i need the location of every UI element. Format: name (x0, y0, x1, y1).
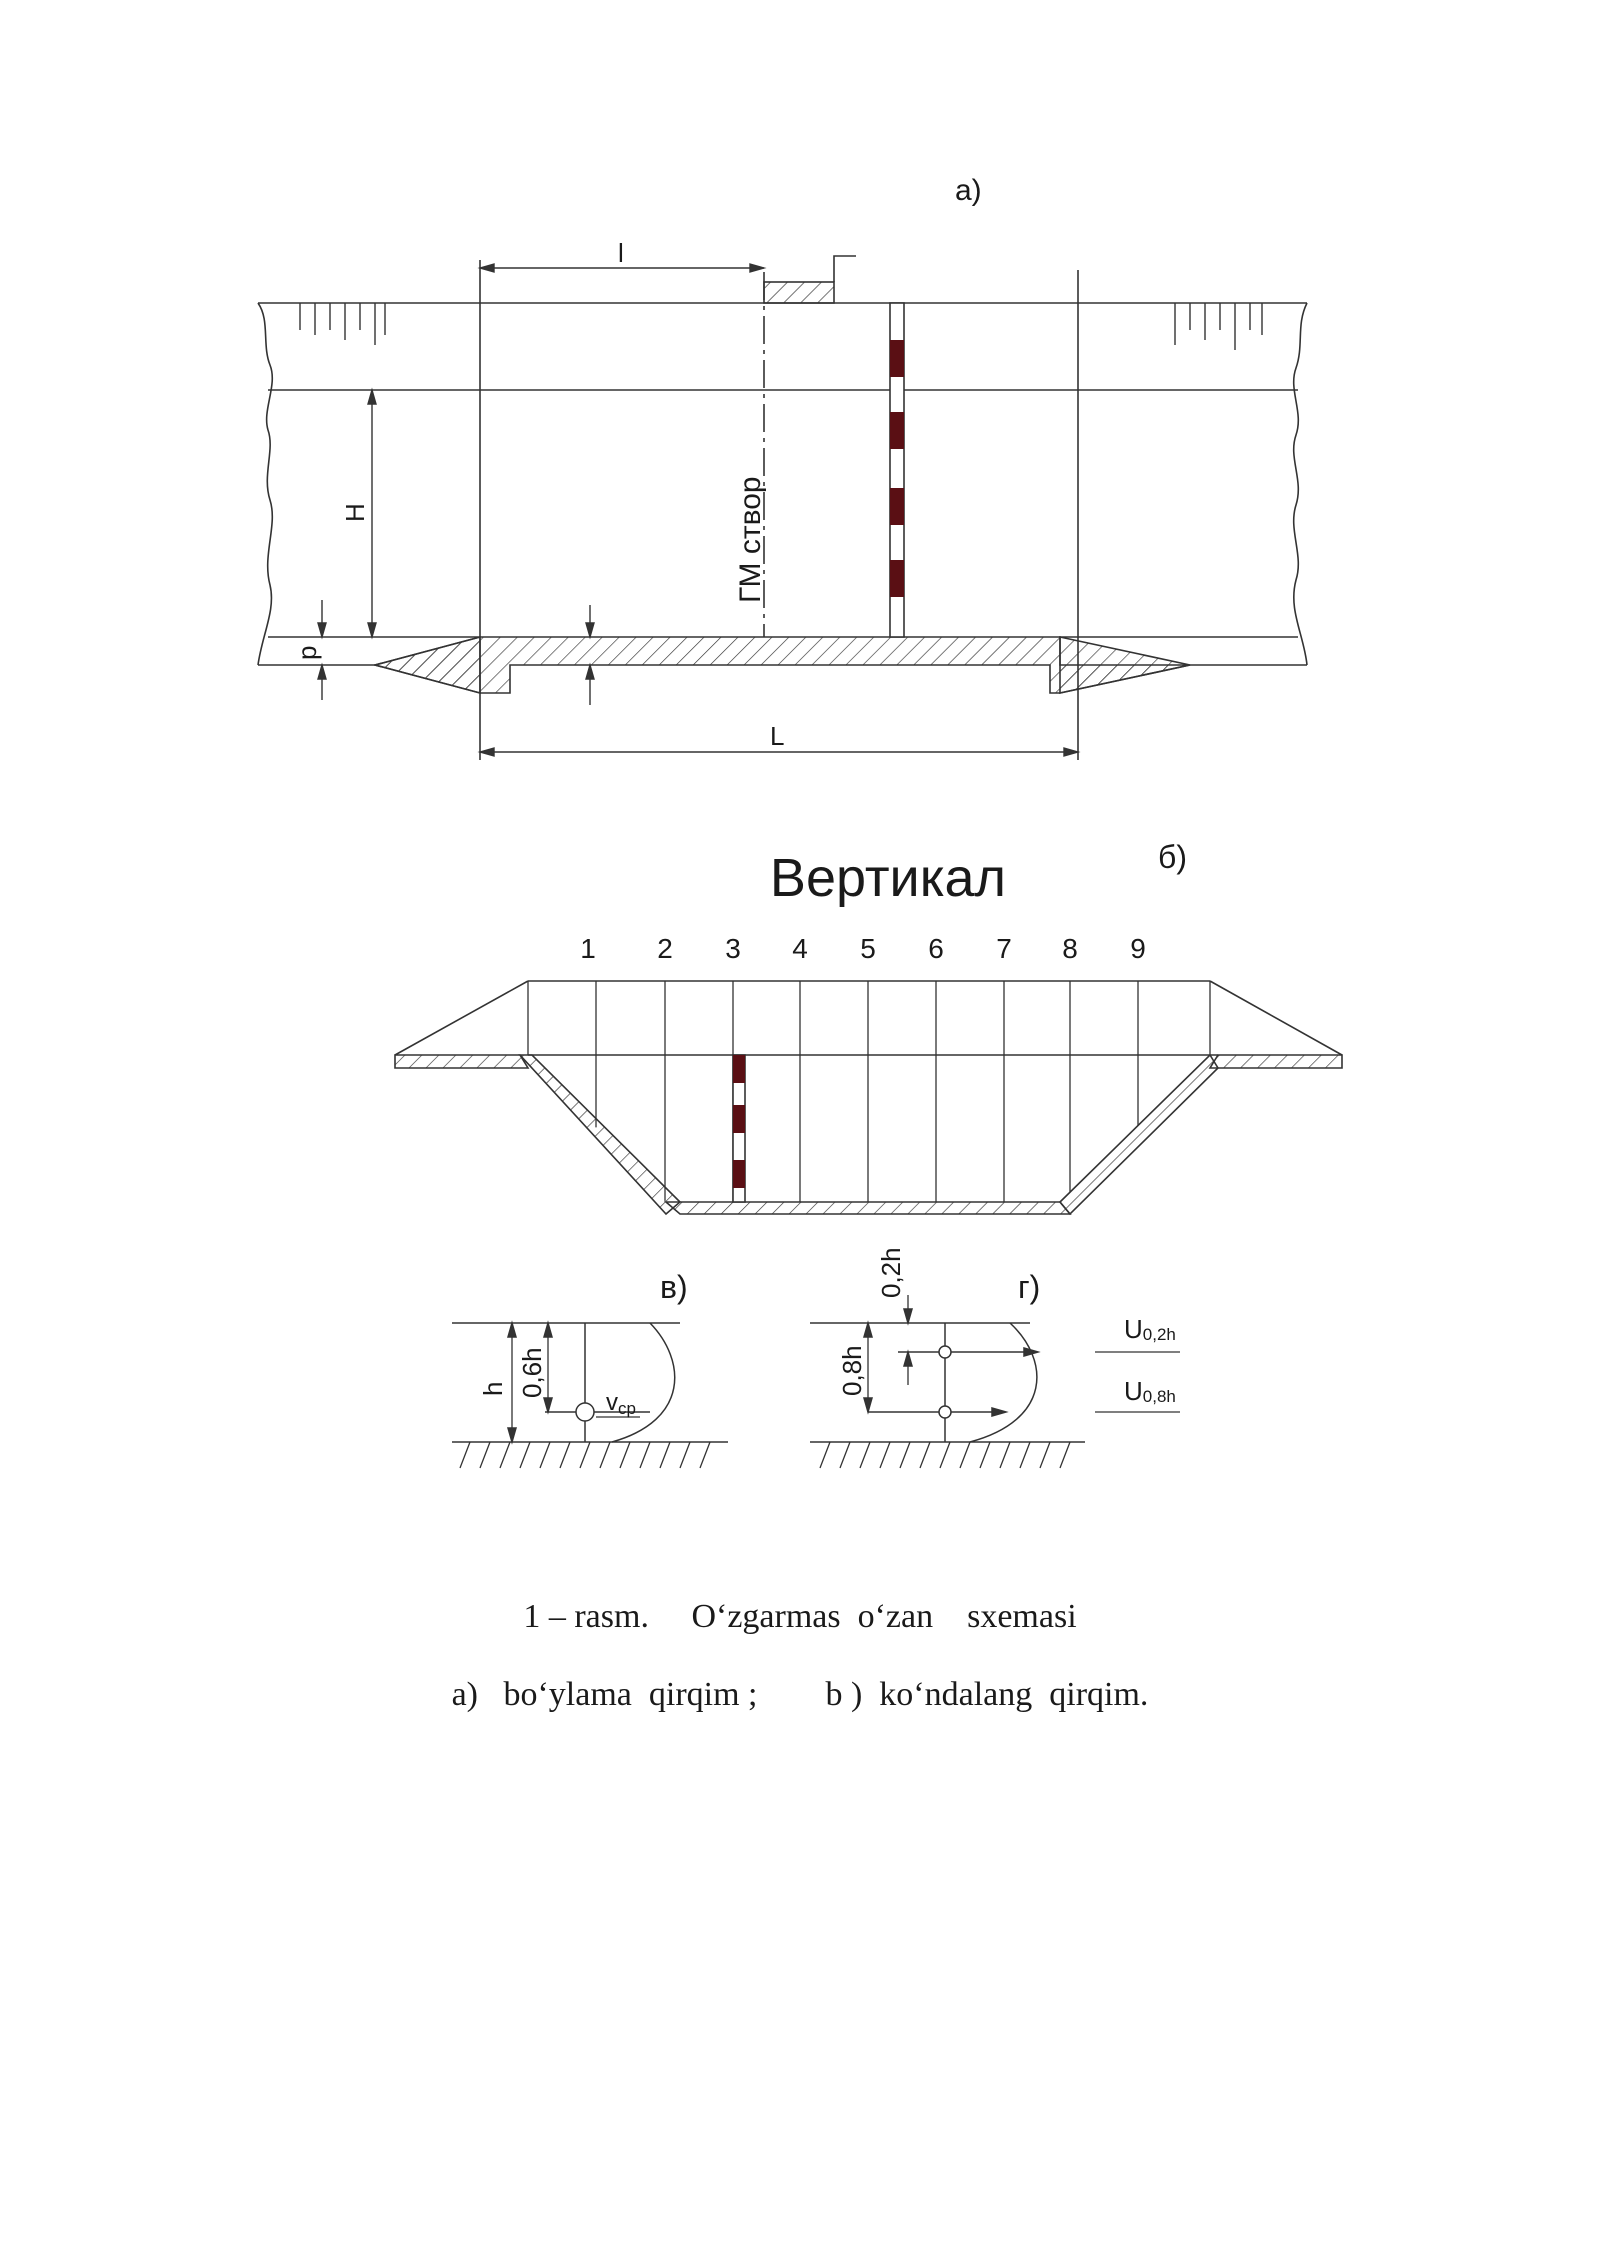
velocity-profile-g (970, 1323, 1037, 1442)
figure-caption-title: 1 – rasm. O‘zgarmas o‘zan sxemasi (523, 1598, 1077, 1635)
left-bank-lining (395, 1055, 528, 1068)
vertical-number-label: 5 (860, 933, 876, 964)
vertical-number-label: 9 (1130, 933, 1146, 964)
measurement-point-v (576, 1403, 594, 1421)
bank-ticks-right (1175, 303, 1262, 350)
velocity-profile-v (612, 1323, 675, 1442)
upper-measurement-point (939, 1346, 951, 1358)
cross-section-rod-marks (733, 1055, 745, 1188)
panel-b-label: б) (1158, 839, 1187, 875)
u-top-symbol: U (1124, 1314, 1143, 1344)
velocity-subscript: ср (618, 1399, 636, 1418)
panel-g-label: г) (1018, 1269, 1041, 1305)
longitudinal-section (258, 256, 1307, 760)
u-bottom-symbol: U (1124, 1376, 1143, 1406)
bottom-lining (666, 1202, 1070, 1214)
u-bottom-subscript: 0,8h (1142, 1387, 1176, 1406)
verticals-title: Вертикал (769, 848, 1007, 908)
vertical-number-label: 1 (580, 933, 596, 964)
u-top-subscript: 0,2h (1142, 1325, 1176, 1344)
u-bottom-label (1124, 1376, 1176, 1406)
right-cut-edge (1294, 303, 1307, 665)
vertical-number-label: 6 (928, 933, 944, 964)
gauge-section-label: ГМ створ (734, 476, 767, 603)
cross-section (395, 981, 1342, 1214)
dimension-L-label: L (770, 721, 785, 751)
panel-v-label: в) (660, 1269, 688, 1305)
top-point-label: 0,2h (876, 1247, 906, 1298)
right-bank-top (1210, 981, 1342, 1055)
vertical-number-label: 8 (1062, 933, 1078, 964)
velocity-label-v (606, 1389, 636, 1418)
right-slope-lining (1060, 1055, 1218, 1214)
bank-ticks-left (300, 303, 385, 345)
right-wedge (1060, 637, 1190, 693)
figure-caption-subtitle: a) bo‘ylama qirqim ; b ) ko‘ndalang qirqim. (451, 1676, 1149, 1713)
vertical-number-label: 3 (725, 933, 741, 964)
depth-label-v: h (478, 1381, 508, 1396)
dimension-H-label: H (340, 503, 370, 522)
bed-hatch-g (820, 1442, 1070, 1468)
velocity-symbol: v (606, 1389, 618, 1416)
point-label-v: 0,6h (517, 1347, 547, 1398)
vertical-number-labels (580, 933, 1146, 964)
left-bank-top (395, 981, 528, 1055)
dimension-l-label: l (618, 238, 624, 268)
dimension-p-label: p (292, 645, 322, 660)
left-cut-edge (258, 303, 272, 665)
gauge-house (764, 282, 834, 303)
bed-hatch-v (460, 1442, 710, 1468)
vertical-number-label: 7 (996, 933, 1012, 964)
vertical-number-label: 4 (792, 933, 808, 964)
bottom-point-label: 0,8h (837, 1345, 867, 1396)
right-bank-lining (1210, 1055, 1342, 1068)
u-top-label (1124, 1314, 1176, 1344)
lower-measurement-point (939, 1406, 951, 1418)
vertical-number-label: 2 (657, 933, 673, 964)
left-slope-lining (520, 1055, 680, 1214)
panel-a-label: а) (955, 174, 982, 207)
left-wedge (375, 637, 480, 693)
